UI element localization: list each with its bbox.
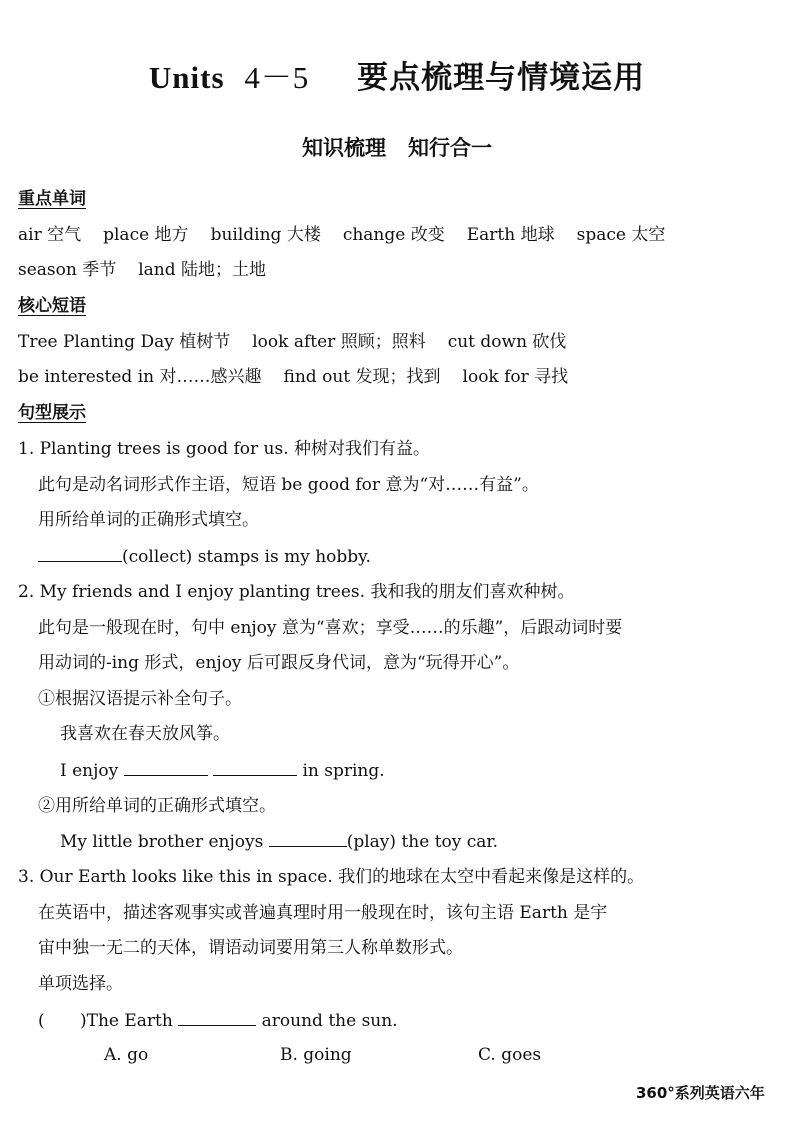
title-chinese: 要点梳理与情境运用 <box>357 60 646 96</box>
answer-blank[interactable] <box>269 830 347 847</box>
sentence-2-task-1: ①根据汉语提示补全句子。 <box>38 689 242 709</box>
page-title <box>0 52 794 97</box>
option-c[interactable]: C. goes <box>478 1045 542 1065</box>
subtitle-a: 知识梳理 <box>302 136 386 160</box>
sentence-1-note: 此句是动名词形式作主语，短语 be good for 意为“对……有益”。 <box>38 475 539 495</box>
exercise-text: I enjoy <box>60 761 119 781</box>
option-b[interactable]: B. going <box>280 1045 352 1065</box>
phrase-item: be interested in 对……感兴趣 <box>18 367 262 387</box>
word-item: space 太空 <box>576 225 666 245</box>
exercise-text: in spring. <box>302 761 385 781</box>
section-subtitle <box>0 132 794 162</box>
words-heading-line <box>18 188 86 210</box>
title-units: Units <box>148 60 225 95</box>
phrase-item: look for 寻找 <box>462 367 569 387</box>
words-heading: 重点单词 <box>18 189 86 209</box>
page-footer: 360°系列英语六年 <box>636 1084 765 1102</box>
phrases-heading-line <box>18 295 86 317</box>
word-item: building 大楼 <box>210 225 321 245</box>
phrases-row-2 <box>18 366 568 388</box>
exercise-text: My little brother enjoys <box>60 832 264 852</box>
sentence-3-question <box>38 1009 398 1032</box>
sentence-3-options <box>104 1044 541 1066</box>
sentence-1: 1. Planting trees is good for us. 种树对我们有益。 <box>18 439 431 459</box>
word-item: season 季节 <box>18 260 117 280</box>
answer-blank[interactable] <box>178 1009 256 1026</box>
sentence-2-note-1: 此句是一般现在时，句中 enjoy 意为“喜欢；享受……的乐趣”，后跟动词时要 <box>38 618 623 638</box>
phrase-item: cut down 砍伐 <box>447 332 567 352</box>
answer-bracket[interactable]: ( <box>38 1011 45 1031</box>
phrase-item: look after 照顾；照料 <box>252 332 426 352</box>
sentence-2-chinese: 我喜欢在春天放风筝。 <box>60 724 230 744</box>
sentences-heading: 句型展示 <box>18 403 86 423</box>
word-item: air 空气 <box>18 225 82 245</box>
sentence-2-exercise-1 <box>60 759 385 782</box>
sentence-3-task: 单项选择。 <box>38 974 123 994</box>
phrases-row-1 <box>18 331 566 353</box>
sentence-2-exercise-2 <box>60 830 498 853</box>
word-item: place 地方 <box>103 225 189 245</box>
answer-blank[interactable] <box>213 759 297 776</box>
phrase-item: Tree Planting Day 植树节 <box>18 332 231 352</box>
word-item: change 改变 <box>342 225 445 245</box>
sentence-2: 2. My friends and I enjoy planting trees. 我和我的朋友们喜欢种树。 <box>18 582 575 602</box>
word-item: Earth 地球 <box>466 225 555 245</box>
exercise-text: (collect) stamps is my hobby. <box>122 547 371 567</box>
option-a[interactable]: A. go <box>104 1045 149 1065</box>
words-row-2 <box>18 259 266 281</box>
phrase-item: find out 发现；找到 <box>283 367 441 387</box>
question-text: around the sun. <box>261 1011 398 1031</box>
title-range: 4－5 <box>244 60 310 95</box>
sentence-2-note-2: 用动词的-ing 形式，enjoy 后可跟反身代词，意为“玩得开心”。 <box>38 653 520 673</box>
sentences-heading-line <box>18 402 86 424</box>
subtitle-b: 知行合一 <box>408 136 492 160</box>
phrases-heading: 核心短语 <box>18 296 86 316</box>
answer-blank[interactable] <box>38 545 122 562</box>
sentence-1-exercise <box>38 545 371 568</box>
sentence-3: 3. Our Earth looks like this in space. 我们的地球在太空中看起来像是这样的。 <box>18 867 645 887</box>
sentence-3-note-1: 在英语中，描述客观事实或普遍真理时用一般现在时，该句主语 Earth 是宇 <box>38 903 608 923</box>
answer-blank[interactable] <box>124 759 208 776</box>
sentence-1-task: 用所给单词的正确形式填空。 <box>38 510 259 530</box>
words-row-1 <box>18 224 665 246</box>
exercise-text: (play) the toy car. <box>346 832 499 852</box>
sentence-2-task-2: ②用所给单词的正确形式填空。 <box>38 796 276 816</box>
word-item: land 陆地；土地 <box>138 260 267 280</box>
question-text: )The Earth <box>80 1011 173 1031</box>
sentence-3-note-2: 宙中独一无二的天体，谓语动词要用第三人称单数形式。 <box>38 938 463 958</box>
